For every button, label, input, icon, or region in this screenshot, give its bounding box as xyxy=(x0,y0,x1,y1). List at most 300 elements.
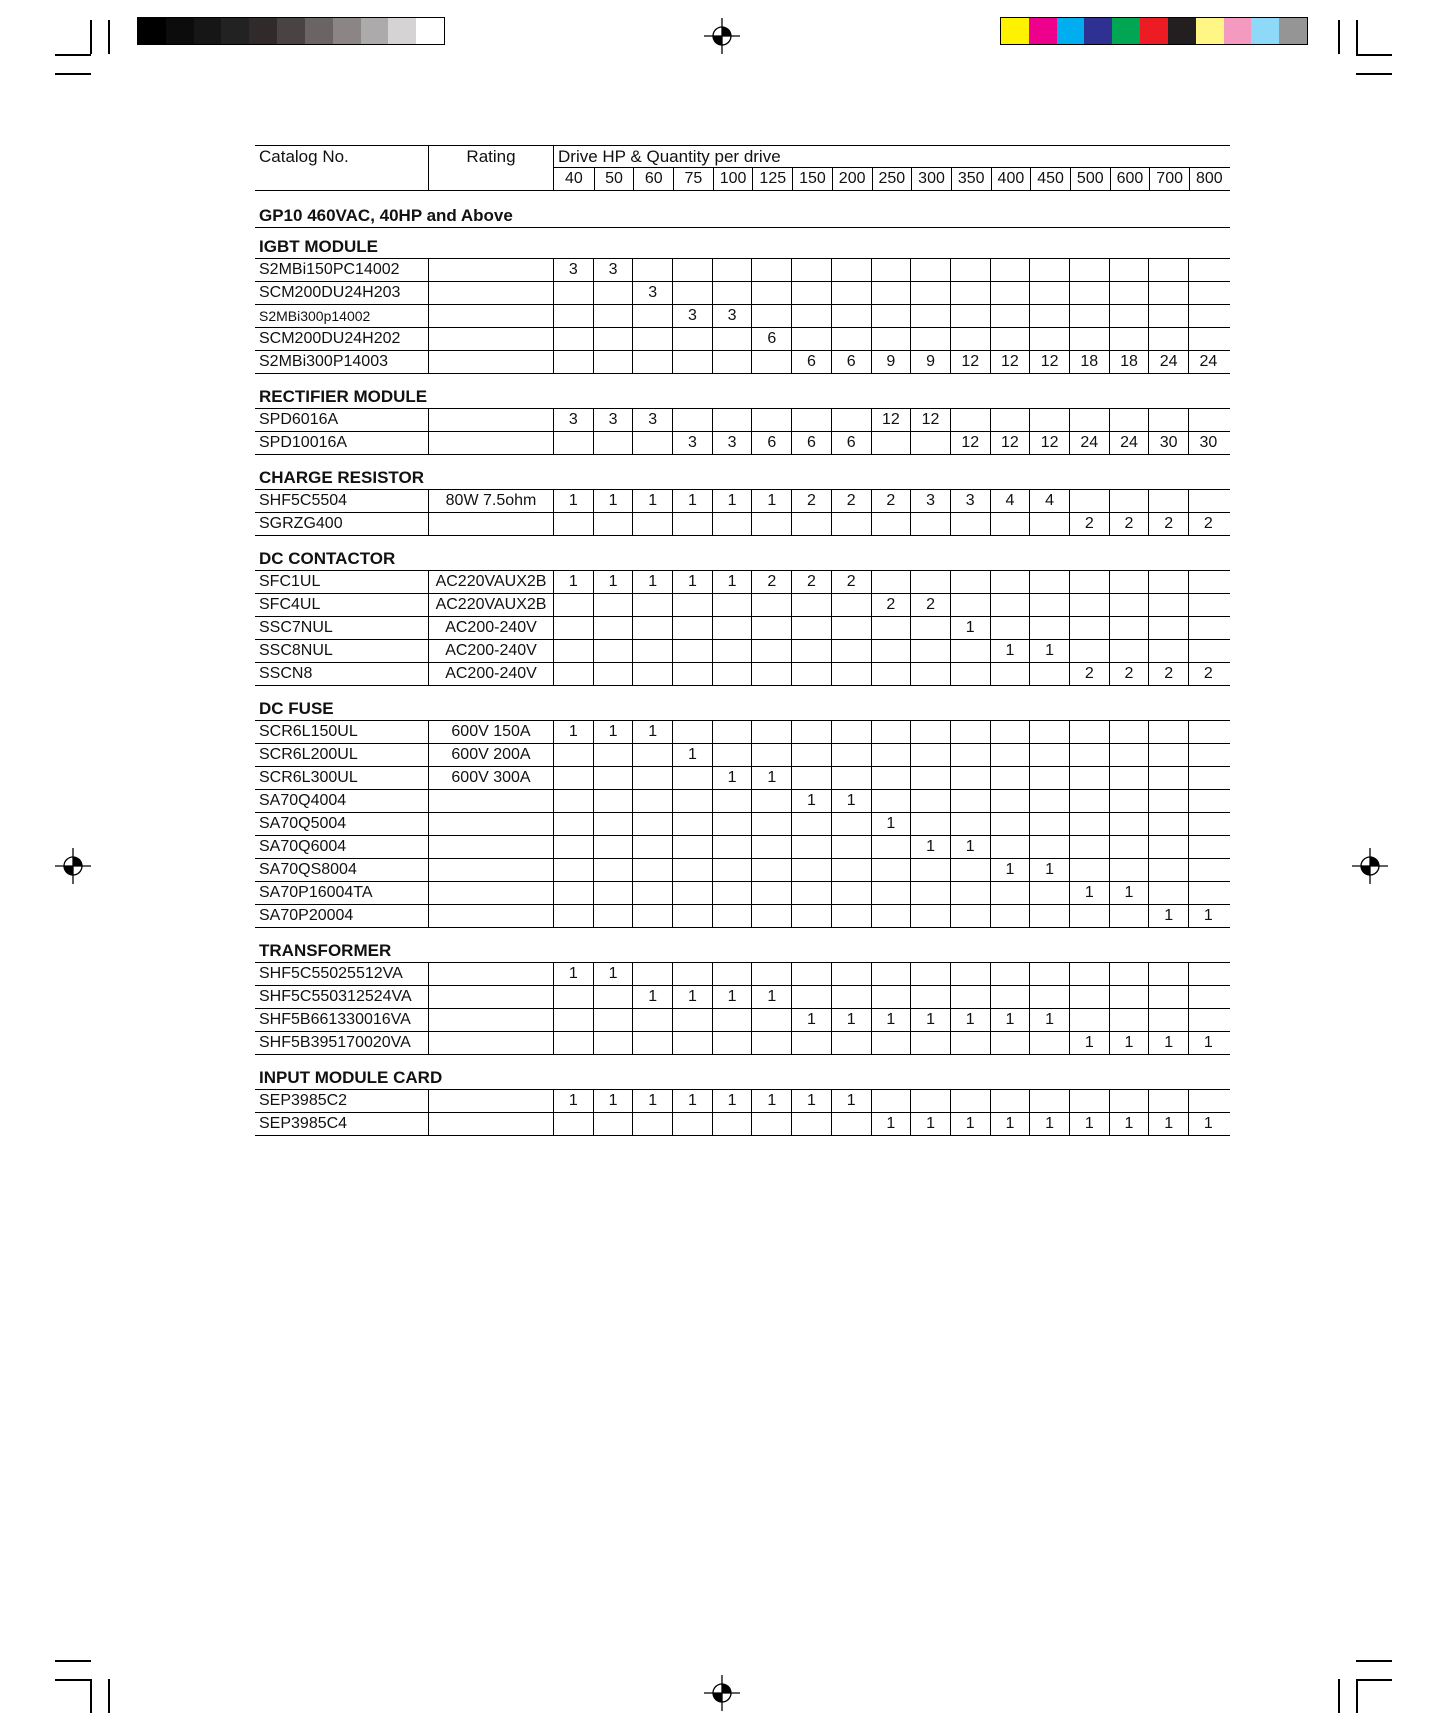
quantity-cell xyxy=(712,1032,752,1054)
quantity-cell: 1 xyxy=(791,790,831,812)
quantity-cell xyxy=(831,836,871,858)
quantity-cell: 1 xyxy=(910,1009,950,1031)
quantity-cell xyxy=(950,882,990,904)
quantity-cell xyxy=(751,813,791,835)
quantity-cell xyxy=(1069,328,1109,350)
rating-header: Rating xyxy=(428,146,553,190)
quantity-cell xyxy=(990,328,1030,350)
quantity-cell: 1 xyxy=(632,1090,672,1112)
table-row xyxy=(255,571,1230,594)
quantity-cell xyxy=(593,790,633,812)
catalog-number: SCR6L200UL xyxy=(259,746,358,763)
quantity-cell xyxy=(990,986,1030,1008)
quantity-cell xyxy=(831,282,871,304)
quantity-cell: 1 xyxy=(1109,1032,1149,1054)
catalog-number: SCM200DU24H202 xyxy=(259,330,401,347)
quantity-cell xyxy=(871,305,911,327)
calibration-swatch xyxy=(249,18,277,44)
quantity-cell xyxy=(632,305,672,327)
quantity-cell xyxy=(1188,490,1228,512)
quantity-cell xyxy=(1069,305,1109,327)
quantity-cell: 1 xyxy=(553,571,593,593)
quantity-cell xyxy=(950,767,990,789)
quantity-cell xyxy=(1109,490,1149,512)
quantity-cell xyxy=(871,259,911,281)
quantity-cell xyxy=(593,882,633,904)
quantity-cell xyxy=(871,1090,911,1112)
quantity-cell xyxy=(1069,640,1109,662)
quantity-cell: 1 xyxy=(871,1009,911,1031)
quantity-cell xyxy=(831,767,871,789)
calibration-swatch xyxy=(166,18,194,44)
quantity-cell xyxy=(712,513,752,535)
quantity-cell xyxy=(871,617,911,639)
table-row xyxy=(255,328,1230,351)
quantity-cell xyxy=(871,859,911,881)
quantity-cell xyxy=(672,1113,712,1135)
quantity-cell xyxy=(910,432,950,454)
quantity-cell xyxy=(831,409,871,431)
quantity-cell xyxy=(1069,617,1109,639)
rating-cell xyxy=(428,282,553,304)
quantity-cell xyxy=(1069,594,1109,616)
rating-cell xyxy=(428,813,553,835)
quantity-cell: 6 xyxy=(791,351,831,373)
quantity-cell xyxy=(1069,490,1109,512)
quantity-cell xyxy=(1069,282,1109,304)
quantity-cell xyxy=(672,409,712,431)
quantity-cell xyxy=(712,663,752,685)
quantity-cell xyxy=(632,1113,672,1135)
rating-cell: 600V 150A xyxy=(428,721,553,743)
section-heading: RECTIFIER MODULE xyxy=(255,386,1230,409)
section-heading: CHARGE RESISTOR xyxy=(255,467,1230,490)
quantity-cell: 3 xyxy=(950,490,990,512)
catalog-number: SHF5B395170020VA xyxy=(259,1034,411,1051)
quantity-cell xyxy=(553,986,593,1008)
quantity-cell xyxy=(1069,836,1109,858)
quantity-cell xyxy=(712,640,752,662)
quantity-cell xyxy=(1188,882,1228,904)
quantity-cell xyxy=(712,790,752,812)
section-heading: DC CONTACTOR xyxy=(255,548,1230,571)
quantity-cell xyxy=(1069,409,1109,431)
quantity-cell xyxy=(871,767,911,789)
quantity-cell: 1 xyxy=(593,490,633,512)
quantity-cell: 1 xyxy=(871,813,911,835)
rating-cell xyxy=(428,1009,553,1031)
quantity-cell xyxy=(1029,790,1069,812)
hp-column-header: 800 xyxy=(1189,168,1229,190)
quantity-cell xyxy=(831,721,871,743)
quantity-cell xyxy=(1109,859,1149,881)
calibration-swatch xyxy=(1279,18,1307,44)
calibration-swatch xyxy=(1140,18,1168,44)
quantity-cell xyxy=(990,305,1030,327)
table-row xyxy=(255,305,1230,328)
quantity-cell: 12 xyxy=(990,351,1030,373)
quantity-cell xyxy=(871,640,911,662)
quantity-cell xyxy=(751,905,791,927)
quantity-cell: 1 xyxy=(553,1090,593,1112)
quantity-cell xyxy=(910,767,950,789)
quantity-cell xyxy=(910,813,950,835)
quantity-cell: 6 xyxy=(791,432,831,454)
quantity-cell xyxy=(672,351,712,373)
quantity-cell xyxy=(632,859,672,881)
quantity-cell xyxy=(791,409,831,431)
quantity-cell: 2 xyxy=(1069,663,1109,685)
quantity-cell xyxy=(553,813,593,835)
quantity-cell xyxy=(950,1090,990,1112)
quantity-cell: 12 xyxy=(950,432,990,454)
quantity-cell xyxy=(950,640,990,662)
calibration-swatch xyxy=(1251,18,1279,44)
quantity-cell: 1 xyxy=(553,490,593,512)
quantity-cell xyxy=(1029,767,1069,789)
quantity-cell xyxy=(1188,859,1228,881)
quantity-cell xyxy=(791,1113,831,1135)
quantity-cell: 2 xyxy=(910,594,950,616)
quantity-cell xyxy=(593,663,633,685)
rating-cell xyxy=(428,1032,553,1054)
quantity-cell xyxy=(712,859,752,881)
quantity-cell xyxy=(910,905,950,927)
quantity-cell xyxy=(751,963,791,985)
quantity-cell xyxy=(593,617,633,639)
quantity-cell xyxy=(1069,1090,1109,1112)
catalog-number: SFC1UL xyxy=(259,573,321,590)
quantity-cell xyxy=(593,432,633,454)
quantity-cell xyxy=(1109,813,1149,835)
quantity-cell: 24 xyxy=(1109,432,1149,454)
quantity-cell xyxy=(1148,963,1188,985)
quantity-cell xyxy=(1029,986,1069,1008)
quantity-cell xyxy=(751,594,791,616)
quantity-cell xyxy=(1069,1009,1109,1031)
quantity-cell xyxy=(910,259,950,281)
rating-cell: AC220VAUX2B xyxy=(428,571,553,593)
quantity-cell xyxy=(632,328,672,350)
quantity-cell xyxy=(950,744,990,766)
quantity-cell xyxy=(751,859,791,881)
quantity-cell: 1 xyxy=(593,1090,633,1112)
quantity-cell: 1 xyxy=(1029,859,1069,881)
color-calibration-bar xyxy=(1000,17,1308,45)
quantity-cell: 1 xyxy=(553,963,593,985)
quantity-cell xyxy=(950,1032,990,1054)
table-header xyxy=(255,145,1230,191)
quantity-cell xyxy=(1148,767,1188,789)
quantity-cell xyxy=(990,571,1030,593)
quantity-cell: 1 xyxy=(1188,905,1228,927)
rating-cell xyxy=(428,963,553,985)
catalog-number: SHF5C550312524VA xyxy=(259,988,412,1005)
quantity-cell: 4 xyxy=(1029,490,1069,512)
quantity-cell xyxy=(751,1032,791,1054)
quantity-cell xyxy=(1109,836,1149,858)
quantity-cell xyxy=(672,282,712,304)
quantity-cell xyxy=(1109,1090,1149,1112)
hp-column-header: 60 xyxy=(633,168,673,190)
quantity-cell xyxy=(672,328,712,350)
quantity-cell xyxy=(1109,790,1149,812)
hp-column-header: 600 xyxy=(1110,168,1150,190)
quantity-cell: 3 xyxy=(553,409,593,431)
rating-cell xyxy=(428,259,553,281)
quantity-cell xyxy=(910,513,950,535)
quantity-cell xyxy=(751,744,791,766)
quantity-cell xyxy=(910,617,950,639)
quantity-cell xyxy=(1148,305,1188,327)
quantity-cell xyxy=(831,305,871,327)
quantity-cell xyxy=(712,905,752,927)
quantity-cell xyxy=(1188,790,1228,812)
quantity-cell xyxy=(553,1113,593,1135)
quantity-cell xyxy=(672,259,712,281)
quantity-cell xyxy=(751,259,791,281)
quantity-cell xyxy=(1109,617,1149,639)
quantity-cell: 1 xyxy=(910,836,950,858)
quantity-cell xyxy=(1069,790,1109,812)
catalog-number: SEP3985C4 xyxy=(259,1115,348,1132)
quantity-cell xyxy=(1148,594,1188,616)
quantity-cell: 1 xyxy=(672,571,712,593)
quantity-cell xyxy=(950,859,990,881)
quantity-cell xyxy=(632,1032,672,1054)
hp-column-header: 350 xyxy=(951,168,991,190)
quantity-cell: 6 xyxy=(831,432,871,454)
quantity-cell: 6 xyxy=(831,351,871,373)
quantity-cell xyxy=(791,744,831,766)
hp-columns xyxy=(554,168,1230,190)
rating-cell: AC220VAUX2B xyxy=(428,594,553,616)
quantity-cell xyxy=(632,767,672,789)
quantity-cell xyxy=(632,432,672,454)
quantity-cell xyxy=(712,328,752,350)
quantity-cell: 30 xyxy=(1188,432,1228,454)
quantity-cell xyxy=(831,744,871,766)
quantity-cell: 1 xyxy=(990,859,1030,881)
quantity-cell: 1 xyxy=(751,767,791,789)
quantity-cell xyxy=(871,1032,911,1054)
quantity-cell xyxy=(791,986,831,1008)
quantity-cell xyxy=(1188,282,1228,304)
quantity-cell xyxy=(990,836,1030,858)
quantity-cell xyxy=(632,836,672,858)
quantity-cell: 2 xyxy=(751,571,791,593)
quantity-cell: 1 xyxy=(950,617,990,639)
table-row xyxy=(255,790,1230,813)
quantity-cell xyxy=(593,859,633,881)
quantity-cell xyxy=(1109,282,1149,304)
quantity-cell xyxy=(871,963,911,985)
quantity-cell xyxy=(1029,409,1069,431)
quantity-cell xyxy=(553,432,593,454)
catalog-number: SGRZG400 xyxy=(259,515,343,532)
table-row xyxy=(255,282,1230,305)
quantity-cell xyxy=(1109,744,1149,766)
quantity-cell xyxy=(632,513,672,535)
quantity-cell xyxy=(1148,813,1188,835)
catalog-number: SPD6016A xyxy=(259,411,339,428)
table-row xyxy=(255,963,1230,986)
quantity-cell xyxy=(712,813,752,835)
quantity-cell: 4 xyxy=(990,490,1030,512)
table-row xyxy=(255,744,1230,767)
quantity-cell xyxy=(712,721,752,743)
quantity-cell xyxy=(1029,1090,1069,1112)
catalog-number: SHF5B661330016VA xyxy=(259,1011,411,1028)
quantity-cell xyxy=(950,790,990,812)
quantity-cell xyxy=(751,1009,791,1031)
quantity-cell: 9 xyxy=(871,351,911,373)
quantity-cell xyxy=(1029,594,1069,616)
table-row xyxy=(255,1032,1230,1055)
quantity-cell xyxy=(672,513,712,535)
quantity-cell xyxy=(871,282,911,304)
section-heading: IGBT MODULE xyxy=(255,236,1230,259)
quantity-cell: 1 xyxy=(1109,1113,1149,1135)
quantity-cell: 1 xyxy=(1148,1113,1188,1135)
quantity-cell xyxy=(831,594,871,616)
quantity-cell xyxy=(990,767,1030,789)
quantity-cell xyxy=(1188,594,1228,616)
quantity-cell xyxy=(791,767,831,789)
quantity-cell: 1 xyxy=(1109,882,1149,904)
quantity-cell xyxy=(910,721,950,743)
quantity-cell xyxy=(990,282,1030,304)
quantity-cell xyxy=(791,813,831,835)
table-row xyxy=(255,882,1230,905)
quantity-cell xyxy=(871,432,911,454)
registration-mark-icon xyxy=(1352,848,1388,884)
quantity-cell: 3 xyxy=(553,259,593,281)
quantity-cell xyxy=(593,328,633,350)
quantity-cell xyxy=(871,882,911,904)
catalog-number: SA70P16004TA xyxy=(259,884,373,901)
quantity-cell xyxy=(553,663,593,685)
quantity-cell xyxy=(632,663,672,685)
catalog-number: S2MBi300P14003 xyxy=(259,353,388,370)
quantity-cell: 1 xyxy=(632,490,672,512)
quantity-cell xyxy=(831,1032,871,1054)
quantity-cell xyxy=(593,744,633,766)
quantity-cell xyxy=(1109,571,1149,593)
quantity-cell xyxy=(1029,813,1069,835)
quantity-cell xyxy=(1148,986,1188,1008)
table-row xyxy=(255,813,1230,836)
quantity-cell: 12 xyxy=(990,432,1030,454)
quantity-cell xyxy=(791,617,831,639)
quantity-cell xyxy=(751,617,791,639)
quantity-cell xyxy=(910,663,950,685)
quantity-cell xyxy=(1029,617,1069,639)
rating-cell xyxy=(428,351,553,373)
table-row xyxy=(255,640,1230,663)
quantity-cell: 1 xyxy=(593,963,633,985)
quantity-cell xyxy=(553,640,593,662)
hp-column-header: 150 xyxy=(792,168,832,190)
quantity-cell xyxy=(751,790,791,812)
catalog-number: SSC8NUL xyxy=(259,642,333,659)
quantity-cell xyxy=(1029,882,1069,904)
quantity-cell xyxy=(751,721,791,743)
calibration-swatch xyxy=(194,18,222,44)
quantity-cell xyxy=(1188,767,1228,789)
quantity-cell xyxy=(632,813,672,835)
quantity-cell xyxy=(1109,259,1149,281)
catalog-number: SA70Q6004 xyxy=(259,838,347,855)
quantity-cell xyxy=(1029,905,1069,927)
quantity-cell xyxy=(632,905,672,927)
quantity-cell: 1 xyxy=(831,1009,871,1031)
quantity-cell xyxy=(1188,617,1228,639)
catalog-number: SA70QS8004 xyxy=(259,861,357,878)
quantity-cell: 2 xyxy=(871,490,911,512)
quantity-cell xyxy=(791,282,831,304)
quantity-cell: 24 xyxy=(1148,351,1188,373)
quantity-cell xyxy=(712,963,752,985)
quantity-cell: 1 xyxy=(553,721,593,743)
quantity-cell xyxy=(553,882,593,904)
quantity-cell xyxy=(990,1032,1030,1054)
quantity-cell xyxy=(593,905,633,927)
quantity-cell xyxy=(632,351,672,373)
quantity-cell xyxy=(593,836,633,858)
rating-cell: AC200-240V xyxy=(428,663,553,685)
quantity-cell xyxy=(672,963,712,985)
quantity-cell xyxy=(831,259,871,281)
quantity-cell xyxy=(791,259,831,281)
hp-column-header: 300 xyxy=(911,168,951,190)
quantity-cell: 3 xyxy=(672,432,712,454)
quantity-cell xyxy=(593,594,633,616)
quantity-cell xyxy=(1148,1009,1188,1031)
quantity-cell xyxy=(1188,986,1228,1008)
quantity-cell xyxy=(950,813,990,835)
quantity-cell: 3 xyxy=(712,432,752,454)
quantity-cell xyxy=(1148,259,1188,281)
quantity-cell xyxy=(910,790,950,812)
quantity-cell xyxy=(632,882,672,904)
quantity-cell xyxy=(712,744,752,766)
quantity-cell xyxy=(1188,721,1228,743)
quantity-cell xyxy=(672,1009,712,1031)
quantity-cell: 3 xyxy=(910,490,950,512)
quantity-cell xyxy=(910,640,950,662)
catalog-number: SPD10016A xyxy=(259,434,348,451)
quantity-cell xyxy=(1109,1009,1149,1031)
quantity-cell: 12 xyxy=(871,409,911,431)
quantity-cell xyxy=(1029,663,1069,685)
quantity-cell xyxy=(593,513,633,535)
rating-cell: AC200-240V xyxy=(428,640,553,662)
quantity-cell xyxy=(1069,905,1109,927)
quantity-cell xyxy=(950,905,990,927)
quantity-cell xyxy=(751,1113,791,1135)
quantity-cell xyxy=(1148,1090,1188,1112)
quantity-cell xyxy=(871,836,911,858)
quantity-cell xyxy=(990,594,1030,616)
quantity-cell xyxy=(672,594,712,616)
quantity-cell xyxy=(553,305,593,327)
quantity-cell xyxy=(593,351,633,373)
quantity-cell: 1 xyxy=(950,1009,990,1031)
quantity-cell: 3 xyxy=(632,282,672,304)
calibration-swatch xyxy=(388,18,416,44)
quantity-cell: 6 xyxy=(751,328,791,350)
